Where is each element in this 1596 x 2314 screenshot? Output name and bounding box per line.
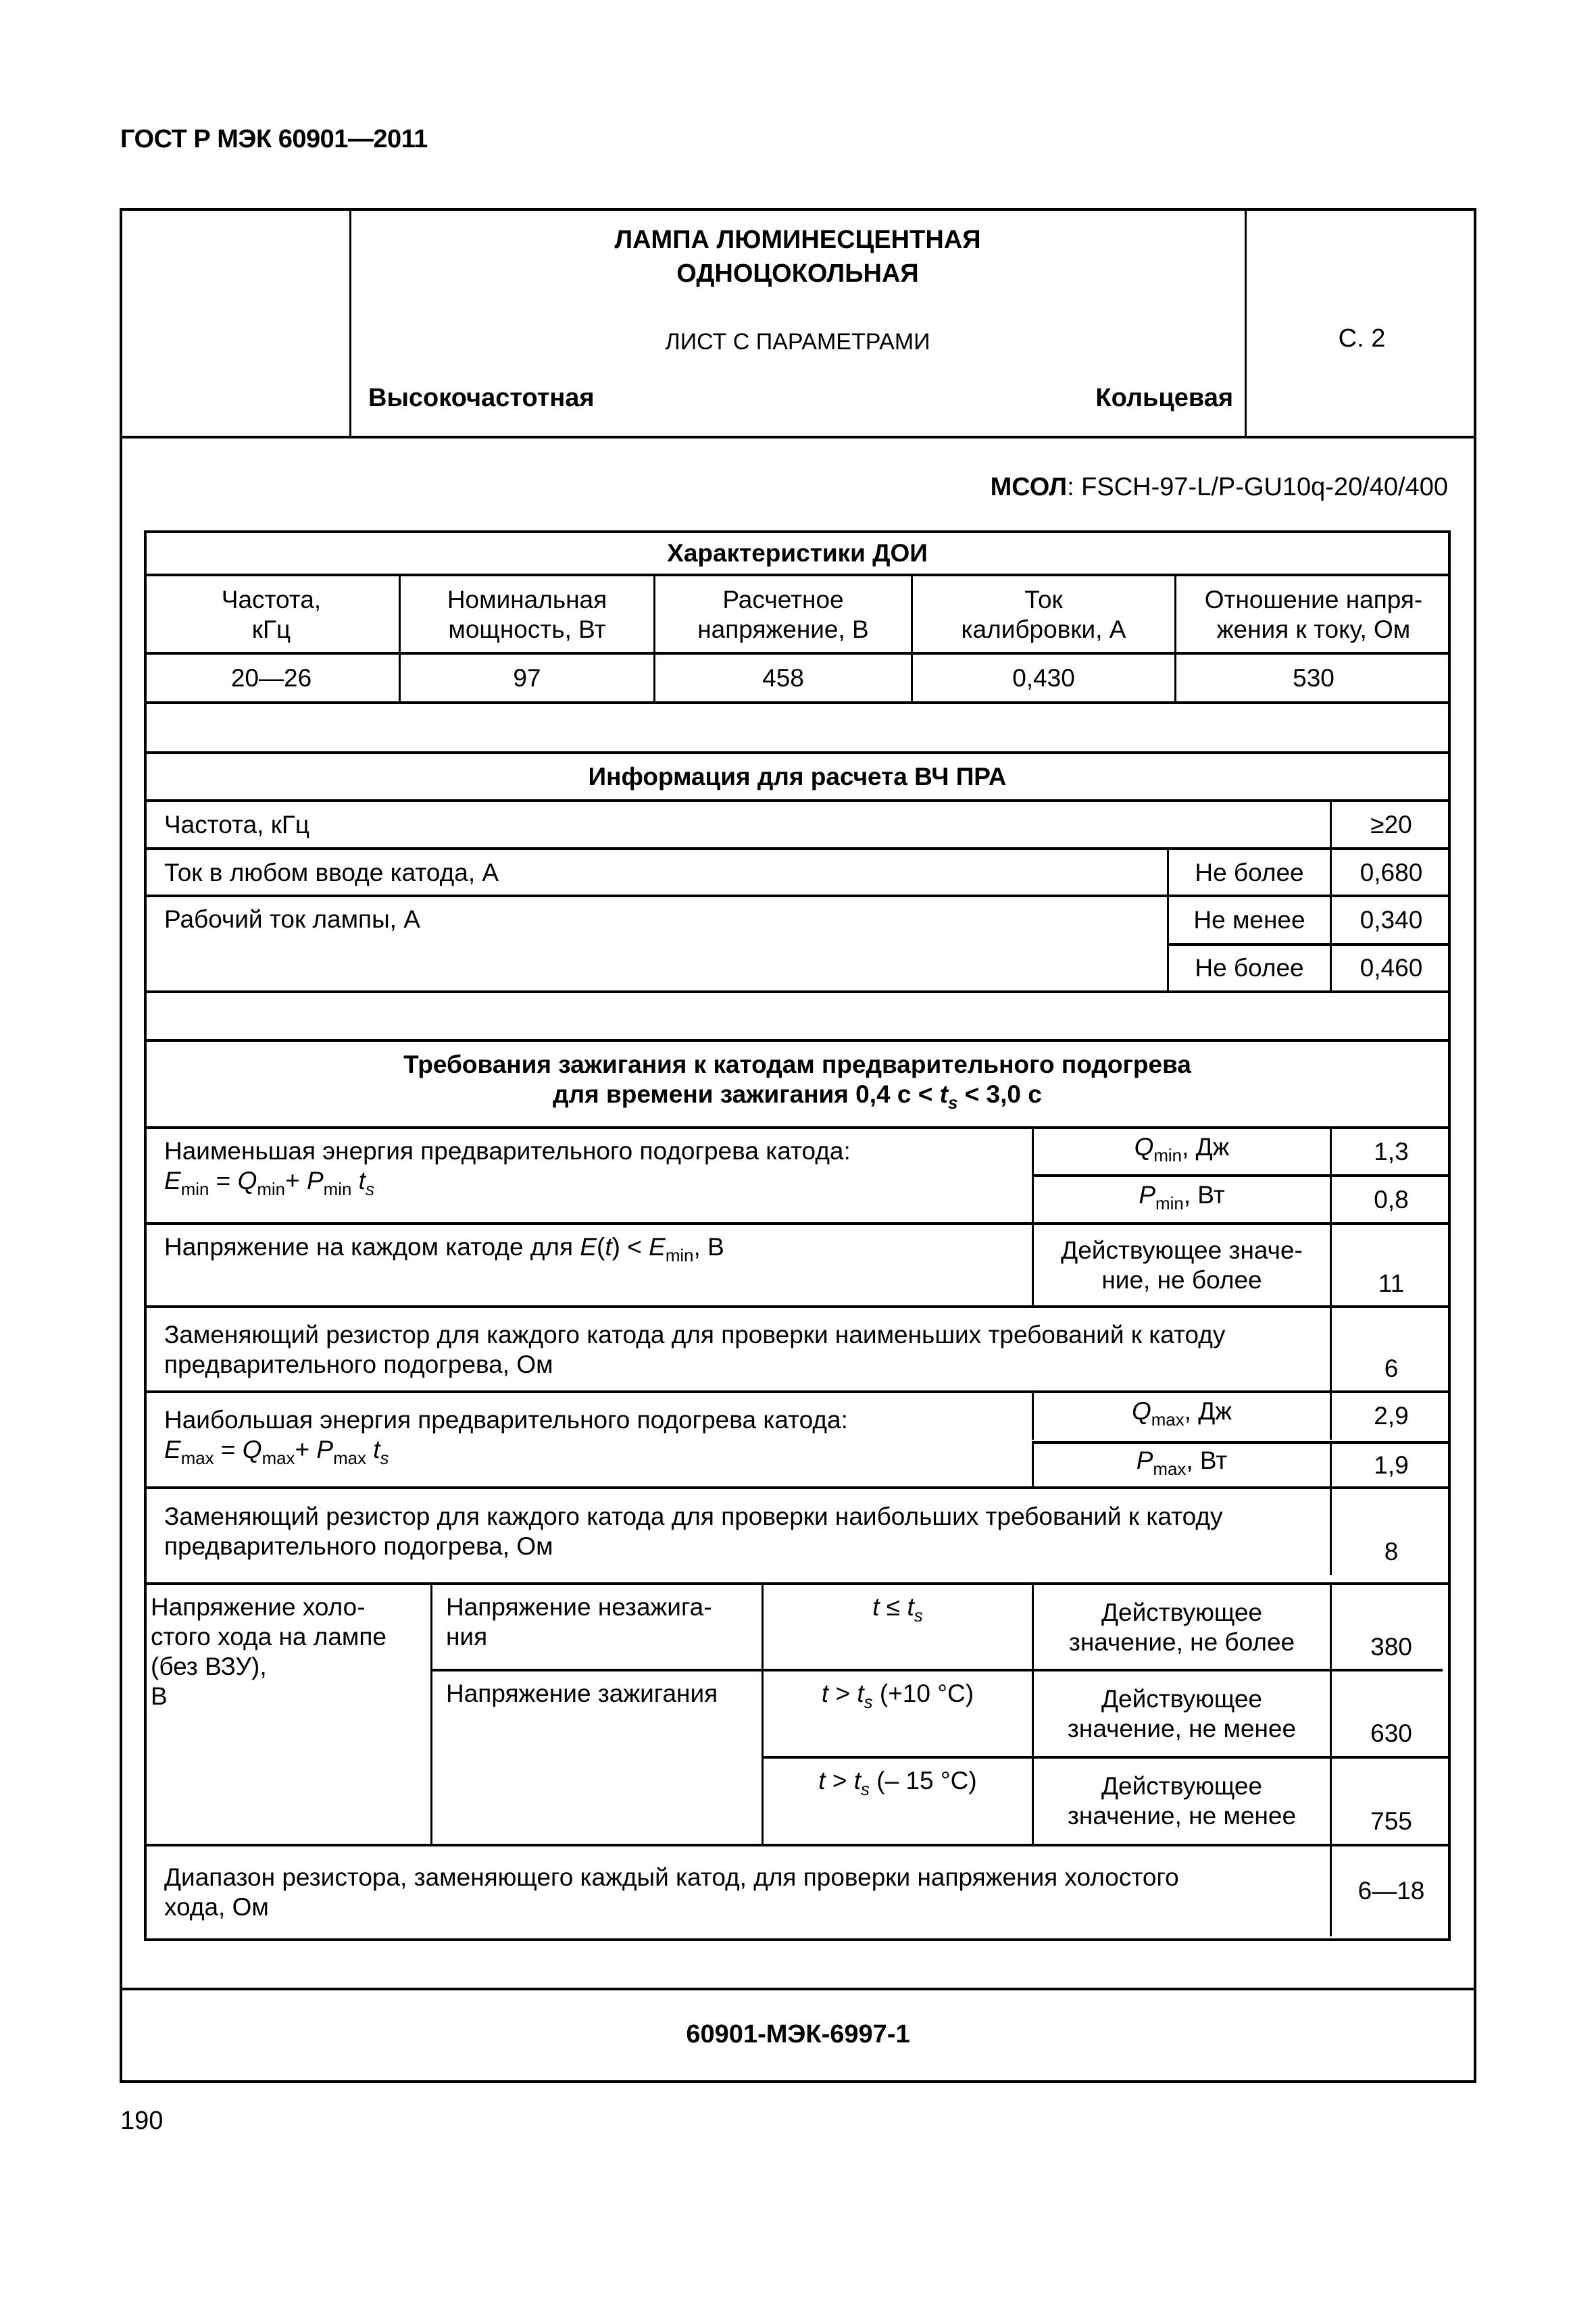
doi-header-current: Ток калибровки, А bbox=[911, 576, 1174, 653]
divider bbox=[120, 436, 1476, 438]
max-resistor-label: Заменяющий резистор для каждого катода для проверки наибольших требований к катоду предварительного подогрева, Ом bbox=[164, 1503, 1223, 1560]
msol-value: : FSCH-97-L/P-GU10q-20/40/400 bbox=[1067, 473, 1448, 501]
doi-header-power: Номинальная мощность, Вт bbox=[399, 576, 653, 653]
cathode-voltage-value: 11 bbox=[1330, 1224, 1451, 1307]
resistor-range-label: Диапазон резистора, заменяющего каждый катод, для проверки напряжения холостого хода, Ом bbox=[164, 1863, 1179, 1921]
title-line-1: ЛАМПА ЛЮМИНЕСЦЕНТНАЯ bbox=[614, 226, 981, 254]
lamp-type-frequency: Высокочастотная bbox=[368, 384, 595, 412]
min-energy-label: Наименьшая энергия предварительного подогрева катода: $E_{min} = Q_{min}+ P_{min}$ $t_s$ bbox=[144, 1128, 1032, 1223]
cathode-voltage-qualifier: Действующее значе- ние, не более bbox=[1032, 1224, 1330, 1307]
hf-row-cathode-current-qualifier: Не более bbox=[1167, 849, 1330, 897]
max-energy-formula: $E_{max} = Q_{max}+ P_{max}$ $t_s$ bbox=[164, 1436, 389, 1469]
page-number: 190 bbox=[120, 2107, 164, 2135]
open-circuit-group-label: Напряжение холо- стого хода на лампе (без ВЗУ), В bbox=[151, 1593, 386, 1710]
preheat-title-line-1: Требования зажигания к катодам предварительного подогрева bbox=[403, 1051, 1191, 1079]
ignition-condition-plus10: $t > t_s$ (+10 °C) bbox=[762, 1671, 1032, 1757]
hf-row-lamp-current-max-qualifier: Не более bbox=[1167, 945, 1330, 991]
hf-row-lamp-current-max-value: 0,460 bbox=[1330, 945, 1451, 991]
pmax-label: $P_{max}$, Вт bbox=[1032, 1443, 1330, 1487]
page-reference: С. 2 bbox=[1338, 324, 1386, 353]
doi-value-power: 97 bbox=[399, 654, 653, 703]
max-energy-label: Наибольшая энергия предварительного подогрева катода: $E_{max} = Q_{max}+ P_{max}$ $t_s$ bbox=[144, 1392, 1032, 1487]
ignition-condition-minus15: $t > t_s$ (– 15 °C) bbox=[762, 1758, 1032, 1844]
ignition-voltage-label: Напряжение зажигания bbox=[430, 1671, 762, 1844]
doi-header-voltage: Расчетное напряжение, В bbox=[653, 576, 911, 653]
max-resistor-value: 8 bbox=[1330, 1488, 1451, 1575]
hf-row-cathode-current-value: 0,680 bbox=[1330, 849, 1451, 897]
ignition-value-minus15: 755 bbox=[1330, 1758, 1451, 1844]
sheet-label: ЛИСТ С ПАРАМЕТРАМИ bbox=[665, 329, 930, 355]
doi-value-ratio: 530 bbox=[1174, 654, 1451, 703]
non-ignition-condition: $t \le t_s$ bbox=[762, 1584, 1032, 1670]
hf-row-lamp-current-min-value: 0,340 bbox=[1330, 897, 1451, 944]
pmin-label: $P_{min}$, Вт bbox=[1032, 1176, 1330, 1224]
sheet-title bbox=[350, 223, 1245, 291]
pmin-value: 0,8 bbox=[1330, 1176, 1451, 1224]
qmax-label: $Q_{max}$, Дж bbox=[1032, 1392, 1330, 1440]
cathode-voltage-label: Напряжение на каждом катоде для $E(t) < E_{min}$, В bbox=[164, 1233, 724, 1266]
lamp-type-shape: Кольцевая bbox=[1095, 384, 1233, 412]
ignition-qualifier-minus15: Действующее значение, не менее bbox=[1032, 1758, 1330, 1844]
doi-value-frequency: 20—26 bbox=[230, 664, 312, 692]
divider bbox=[120, 1988, 1476, 1990]
min-resistor-value: 6 bbox=[1330, 1307, 1451, 1392]
document-header: ГОСТ Р МЭК 60901—2011 bbox=[120, 125, 428, 153]
ignition-qualifier-plus10: Действующее значение, не менее bbox=[1032, 1671, 1330, 1757]
resistor-range-value: 6—18 bbox=[1330, 1846, 1451, 1936]
hf-row-frequency-label: Частота, кГц bbox=[164, 811, 310, 838]
sheet-code: 60901-МЭК-6997-1 bbox=[686, 2020, 910, 2048]
non-ignition-qualifier: Действующее значение, не более bbox=[1032, 1584, 1330, 1670]
msol-designation bbox=[878, 473, 1448, 502]
msol-label: МСОЛ bbox=[990, 473, 1068, 501]
doi-header-frequency: Частота, кГц bbox=[221, 585, 322, 643]
preheat-title bbox=[144, 1041, 1451, 1128]
min-resistor-label: Заменяющий резистор для каждого катода для проверки наименьших требований к катоду предварительного подогрева, Ом bbox=[164, 1320, 1226, 1378]
doi-value-current: 0,430 bbox=[911, 654, 1174, 703]
hf-row-frequency-value: ≥20 bbox=[1330, 801, 1451, 849]
ignition-value-plus10: 630 bbox=[1330, 1671, 1451, 1757]
qmax-value: 2,9 bbox=[1330, 1392, 1451, 1440]
doi-header-ratio: Отношение напря- жения к току, Ом bbox=[1174, 576, 1451, 653]
hf-row-lamp-current-min-qualifier: Не менее bbox=[1167, 897, 1330, 944]
non-ignition-value: 380 bbox=[1330, 1584, 1451, 1670]
qmin-value: 1,3 bbox=[1330, 1128, 1451, 1176]
hf-row-cathode-current-label: Ток в любом вводе катода, А bbox=[164, 859, 499, 886]
title-line-2: ОДНОЦОКОЛЬНАЯ bbox=[676, 259, 919, 288]
pmax-value: 1,9 bbox=[1330, 1443, 1451, 1487]
hf-ballast-title: Информация для расчета ВЧ ПРА bbox=[588, 763, 1007, 790]
min-energy-formula: $E_{min} = Q_{min}+ P_{min}$ $t_s$ bbox=[164, 1167, 374, 1200]
doi-value-voltage: 458 bbox=[653, 654, 911, 703]
preheat-title-line-2: для времени зажигания 0,4 $с < t_s < 3,0$ с bbox=[553, 1080, 1042, 1113]
qmin-label: $Q_{min}$, Дж bbox=[1032, 1128, 1330, 1176]
doi-title: Характеристики ДОИ bbox=[667, 538, 928, 567]
non-ignition-voltage-label: Напряжение незажига- ния bbox=[430, 1584, 762, 1670]
hf-row-lamp-current-label: Рабочий ток лампы, А bbox=[164, 905, 420, 933]
